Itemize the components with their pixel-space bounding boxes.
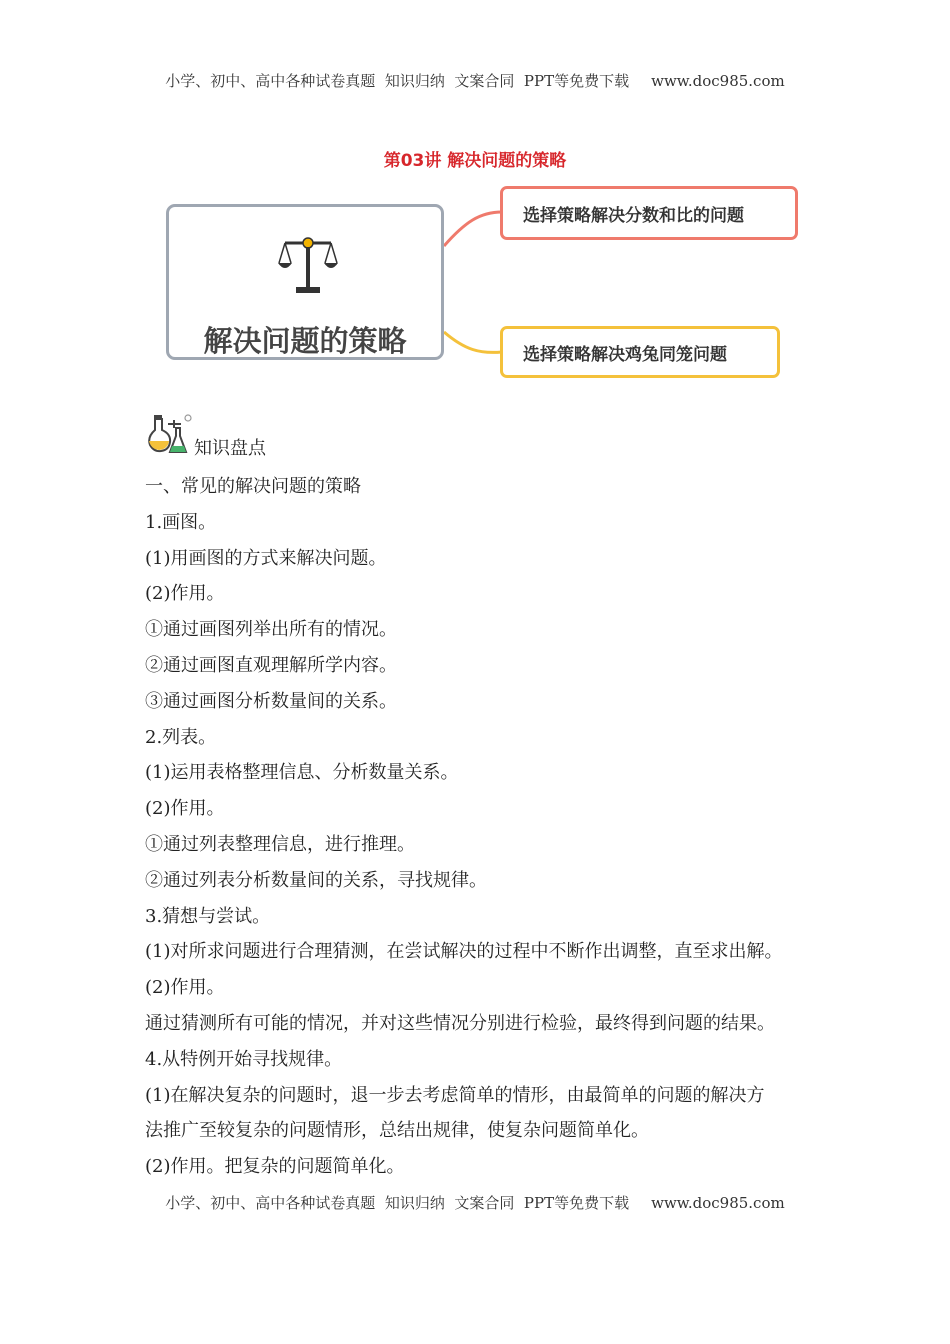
footer-site-link[interactable]: www.doc985.com [651, 1194, 785, 1212]
text-line: ②通过画图直观理解所学内容。 [145, 654, 397, 676]
text-line: 2.列表。 [145, 726, 217, 748]
text-line: (2)作用。把复杂的问题简单化。 [145, 1156, 405, 1178]
content-body [145, 471, 825, 1187]
text-line: 3.猜想与尝试。 [145, 905, 271, 927]
text-line: (1)用画图的方式来解决问题。 [145, 547, 387, 569]
page-footer [0, 1192, 950, 1213]
text-line: ③通过画图分析数量间的关系。 [145, 690, 397, 712]
text-line: (2)作用。 [145, 977, 225, 999]
branch-label: 选择策略解决鸡兔同笼问题 [523, 344, 727, 365]
mind-map [160, 182, 805, 382]
text-line: ①通过列表整理信息，进行推理。 [145, 833, 415, 855]
text-line: 法推广至较复杂的问题情形，总结出规律，使复杂问题简单化。 [145, 1120, 649, 1142]
mind-map-central-node [166, 204, 444, 360]
lesson-title: 第03讲 解决问题的策略 [383, 151, 567, 171]
page-header [0, 70, 950, 91]
text-line: 通过猜测所有可能的情况，并对这些情况分别进行检验，最终得到问题的结果。 [145, 1012, 775, 1034]
text-line: 4.从特例开始寻找规律。 [145, 1048, 343, 1070]
text-line: 一、常见的解决问题的策略 [145, 476, 361, 497]
text-line: (1)对所求问题进行合理猜测，在尝试解决的过程中不断作出调整，直至求出解。 [145, 941, 783, 963]
text-line: (2)作用。 [145, 798, 225, 820]
text-line: ①通过画图列举出所有的情况。 [145, 619, 397, 641]
header-site-link[interactable]: www.doc985.com [651, 72, 785, 90]
branch-label: 选择策略解决分数和比的问题 [523, 205, 744, 226]
header-text: 小学、初中、高中各种试卷真题 知识归纳 文案合同 PPT等免费下载 [165, 72, 630, 90]
scale-icon [277, 233, 339, 297]
section-title: 知识盘点 [194, 438, 266, 459]
text-line: ②通过列表分析数量间的关系，寻找规律。 [145, 869, 487, 891]
mind-map-branch-fractions [500, 186, 798, 240]
mind-map-branch-chicken-rabbit [500, 326, 780, 378]
text-line: (1)运用表格整理信息、分析数量关系。 [145, 762, 459, 784]
lab-flask-icon [146, 412, 192, 454]
text-line: (1)在解决复杂的问题时，退一步去考虑简单的情形，由最简单的问题的解决方 [145, 1084, 765, 1106]
text-line: (2)作用。 [145, 583, 225, 605]
footer-text: 小学、初中、高中各种试卷真题 知识归纳 文案合同 PPT等免费下载 [165, 1194, 630, 1212]
mind-map-central-label: 解决问题的策略 [203, 324, 407, 358]
text-line: 1.画图。 [145, 511, 217, 533]
